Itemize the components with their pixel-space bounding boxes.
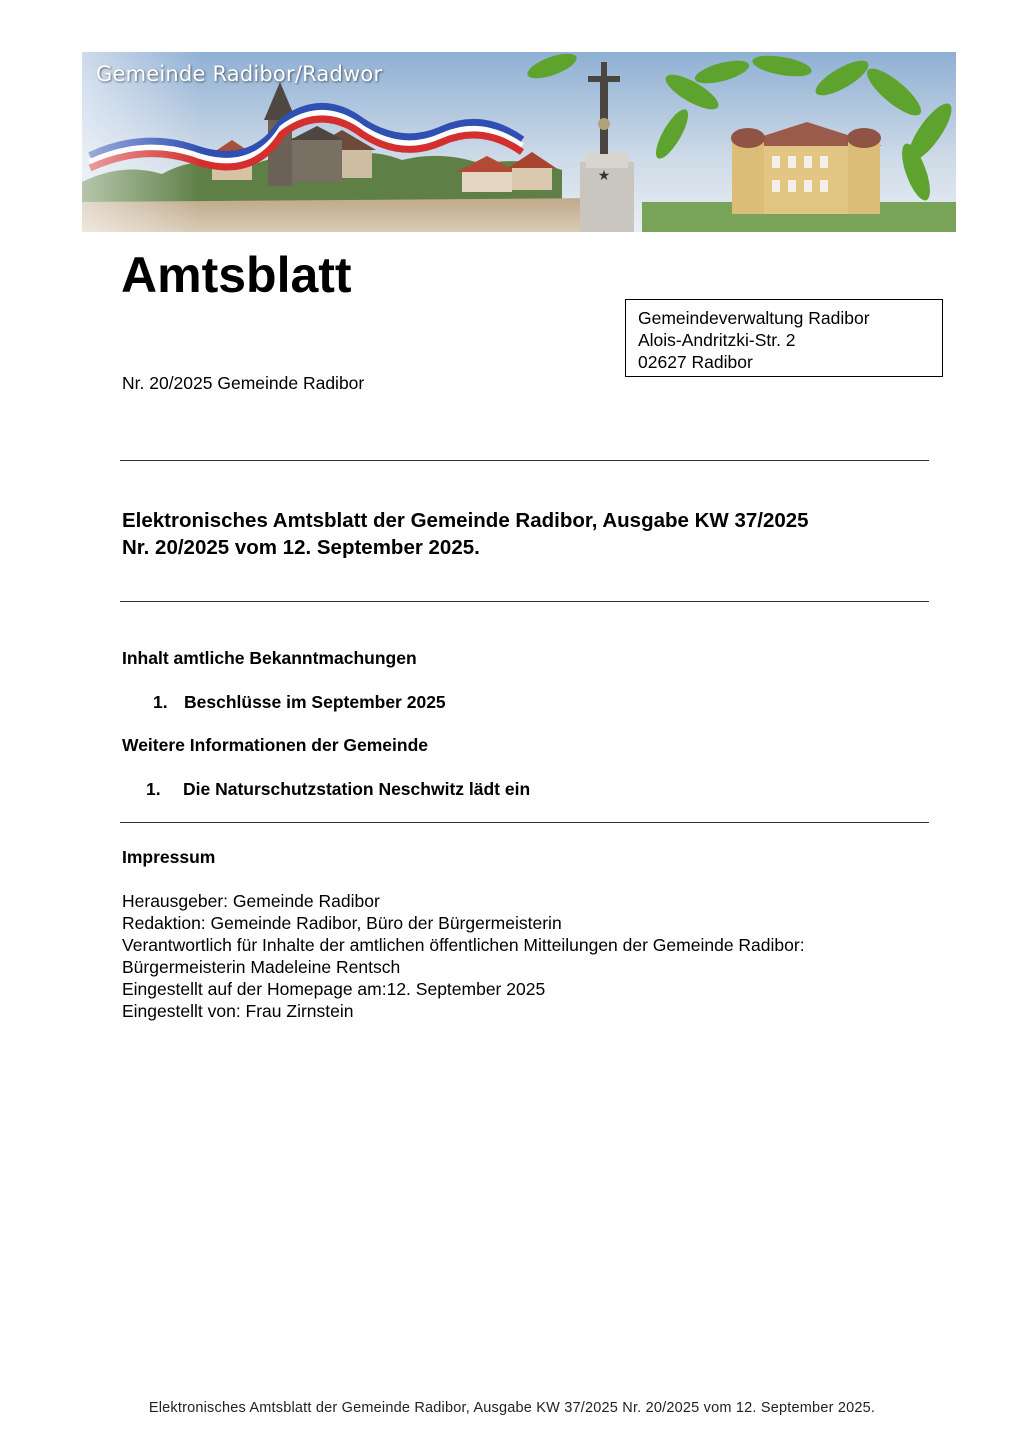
impressum-line: Bürgermeisterin Madeleine Rentsch — [122, 957, 401, 977]
document-title: Amtsblatt — [121, 247, 352, 303]
list-item-number: 1. — [153, 692, 168, 712]
issue-number: Nr. 20/2025 Gemeinde Radibor — [122, 373, 365, 393]
impressum-heading: Impressum — [122, 847, 216, 867]
official-announcements-heading: Inhalt amtliche Bekanntmachungen — [122, 648, 417, 668]
impressum-line: Eingestellt auf der Homepage am:12. September 2025 — [122, 979, 546, 999]
edition-line: Elektronisches Amtsblatt der Gemeinde Radibor, Ausgabe KW 37/2025 — [122, 509, 809, 532]
impressum-line: Verantwortlich für Inhalte der amtlichen öffentlichen Mitteilungen der Gemeinde Radibor: — [122, 935, 805, 955]
address-box — [625, 299, 943, 377]
impressum-block — [122, 890, 805, 1022]
list-item-title: Beschlüsse im September 2025 — [184, 692, 446, 712]
impressum-line: Eingestellt von: Frau Zirnstein — [122, 1001, 354, 1021]
divider — [120, 601, 929, 602]
edition-line: Nr. 20/2025 vom 12. September 2025. — [122, 536, 480, 559]
page-footer: Elektronisches Amtsblatt der Gemeinde Radibor, Ausgabe KW 37/2025 Nr. 20/2025 vom 12. September 2025. — [148, 1400, 876, 1416]
divider — [120, 822, 929, 823]
list-item — [153, 692, 446, 713]
further-information-heading: Weitere Informationen der Gemeinde — [122, 735, 428, 755]
impressum-line: Redaktion: Gemeinde Radibor, Büro der Bürgermeisterin — [122, 913, 562, 933]
svg-text:★: ★ — [597, 168, 611, 184]
list-item-title: Die Naturschutzstation Neschwitz lädt ein — [183, 779, 531, 799]
address-line: Alois-Andritzki-Str. 2 — [638, 330, 796, 350]
impressum-line: Herausgeber: Gemeinde Radibor — [122, 891, 380, 911]
header-banner — [82, 52, 956, 232]
list-item — [146, 779, 530, 800]
banner-title: Gemeinde Radibor/Radwor — [96, 62, 383, 86]
divider — [120, 460, 929, 461]
address-line: 02627 Radibor — [638, 352, 753, 372]
address-line: Gemeindeverwaltung Radibor — [638, 308, 870, 328]
edition-title — [122, 507, 809, 561]
list-item-number: 1. — [146, 779, 161, 799]
